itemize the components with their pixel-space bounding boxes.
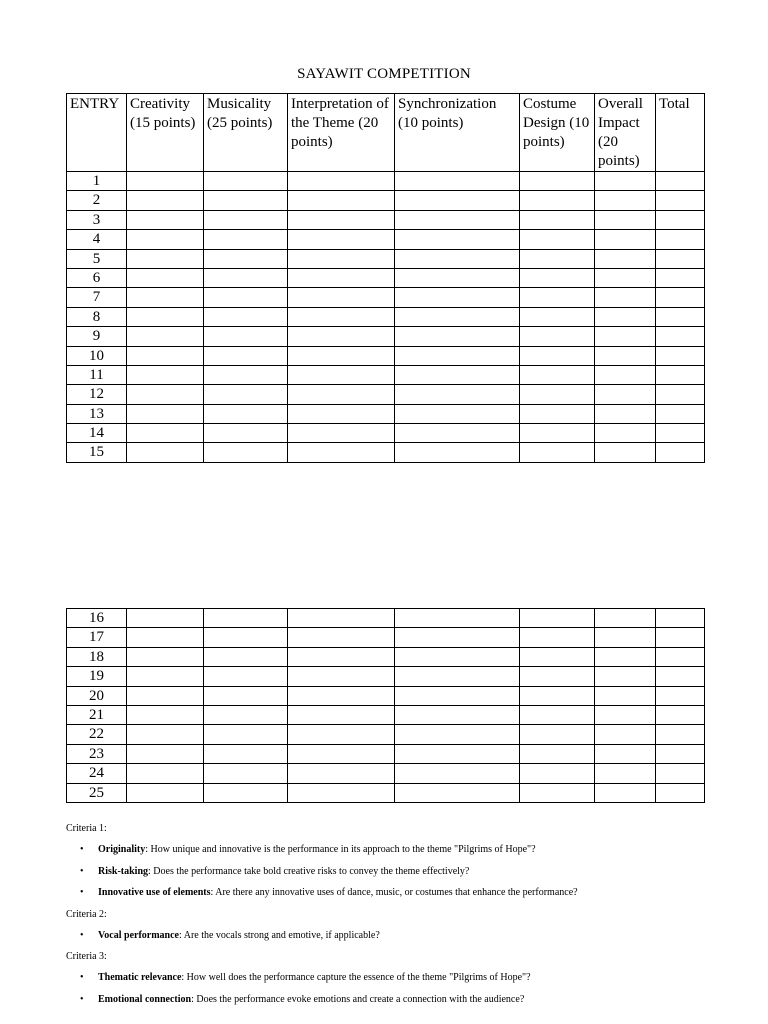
score-cell[interactable] bbox=[520, 764, 595, 783]
score-cell[interactable] bbox=[288, 686, 395, 705]
score-cell[interactable] bbox=[395, 647, 520, 666]
entry-number: 12 bbox=[67, 385, 127, 404]
score-cell[interactable] bbox=[288, 424, 395, 443]
score-cell[interactable] bbox=[656, 327, 705, 346]
score-cell[interactable] bbox=[204, 705, 288, 724]
score-cell[interactable] bbox=[395, 744, 520, 763]
score-cell[interactable] bbox=[656, 686, 705, 705]
score-cell[interactable] bbox=[520, 628, 595, 647]
score-cell[interactable] bbox=[395, 230, 520, 249]
table-row bbox=[67, 628, 705, 647]
score-cell[interactable] bbox=[395, 288, 520, 307]
score-cell[interactable] bbox=[656, 667, 705, 686]
score-cell[interactable] bbox=[127, 385, 204, 404]
entry-number: 5 bbox=[67, 249, 127, 268]
score-cell[interactable] bbox=[395, 307, 520, 326]
score-cell[interactable] bbox=[204, 744, 288, 763]
score-cell[interactable] bbox=[520, 609, 595, 628]
criteria-item bbox=[80, 971, 706, 985]
score-cell[interactable] bbox=[395, 725, 520, 744]
score-cell[interactable] bbox=[288, 288, 395, 307]
score-cell[interactable] bbox=[288, 346, 395, 365]
score-cell[interactable] bbox=[127, 609, 204, 628]
score-cell[interactable] bbox=[595, 628, 656, 647]
score-cell[interactable] bbox=[288, 609, 395, 628]
criteria-term: Emotional connection bbox=[98, 993, 192, 1005]
score-cell[interactable] bbox=[656, 346, 705, 365]
score-cell[interactable] bbox=[520, 191, 595, 210]
score-cell[interactable] bbox=[204, 686, 288, 705]
score-cell[interactable] bbox=[204, 327, 288, 346]
score-cell[interactable] bbox=[520, 210, 595, 229]
score-cell[interactable] bbox=[395, 210, 520, 229]
score-cell[interactable] bbox=[595, 667, 656, 686]
entry-number: 11 bbox=[67, 365, 127, 384]
score-cell[interactable] bbox=[288, 307, 395, 326]
bullet-icon: • bbox=[80, 972, 84, 983]
criteria-description: : Are there any innovative uses of dance, music, or costumes that enhance the performance? bbox=[210, 887, 578, 898]
entry-number: 20 bbox=[67, 686, 127, 705]
criteria-item bbox=[80, 865, 706, 879]
criteria-heading: Criteria 3: bbox=[66, 951, 107, 962]
score-cell[interactable] bbox=[127, 191, 204, 210]
entry-number: 8 bbox=[67, 307, 127, 326]
score-cell[interactable] bbox=[395, 705, 520, 724]
table-row bbox=[67, 346, 705, 365]
score-cell[interactable] bbox=[595, 647, 656, 666]
score-cell[interactable] bbox=[595, 783, 656, 802]
score-cell[interactable] bbox=[520, 783, 595, 802]
score-cell[interactable] bbox=[204, 783, 288, 802]
score-table-page-2 bbox=[66, 608, 705, 803]
criteria-term: Vocal performance bbox=[98, 929, 179, 941]
score-cell[interactable] bbox=[656, 385, 705, 404]
score-cell[interactable] bbox=[288, 443, 395, 462]
entry-number: 15 bbox=[67, 443, 127, 462]
score-cell[interactable] bbox=[520, 249, 595, 268]
score-cell[interactable] bbox=[595, 705, 656, 724]
score-cell[interactable] bbox=[288, 744, 395, 763]
entry-number: 6 bbox=[67, 268, 127, 287]
score-cell[interactable] bbox=[656, 609, 705, 628]
score-cell[interactable] bbox=[288, 725, 395, 744]
criteria-item bbox=[80, 886, 706, 900]
score-cell[interactable] bbox=[520, 230, 595, 249]
table-row bbox=[67, 210, 705, 229]
score-cell[interactable] bbox=[520, 725, 595, 744]
header-overall-impact: Overall Impact (20 points) bbox=[595, 94, 656, 172]
score-cell[interactable] bbox=[656, 744, 705, 763]
entry-number: 13 bbox=[67, 404, 127, 423]
table-row bbox=[67, 249, 705, 268]
score-cell[interactable] bbox=[204, 725, 288, 744]
entry-number: 17 bbox=[67, 628, 127, 647]
table-row bbox=[67, 172, 705, 191]
score-cell[interactable] bbox=[288, 628, 395, 647]
score-cell[interactable] bbox=[395, 609, 520, 628]
score-cell[interactable] bbox=[520, 424, 595, 443]
score-cell[interactable] bbox=[520, 365, 595, 384]
score-cell[interactable] bbox=[288, 327, 395, 346]
criteria-term: Thematic relevance bbox=[98, 972, 182, 983]
score-cell[interactable] bbox=[395, 191, 520, 210]
score-cell[interactable] bbox=[656, 424, 705, 443]
score-cell[interactable] bbox=[656, 365, 705, 384]
score-cell[interactable] bbox=[595, 609, 656, 628]
table-row bbox=[67, 443, 705, 462]
criteria-item bbox=[80, 993, 706, 1007]
score-cell[interactable] bbox=[127, 725, 204, 744]
score-cell[interactable] bbox=[520, 288, 595, 307]
criteria-heading: Criteria 2: bbox=[66, 908, 107, 920]
score-cell[interactable] bbox=[395, 268, 520, 287]
criteria-term: Originality bbox=[98, 844, 146, 855]
criteria-list bbox=[66, 971, 706, 1007]
score-cell[interactable] bbox=[204, 288, 288, 307]
criteria-description: : Does the performance evoke emotions and create a connection with the audience? bbox=[191, 993, 525, 1005]
score-cell[interactable] bbox=[127, 365, 204, 384]
bullet-icon: • bbox=[80, 865, 84, 877]
table-row bbox=[67, 667, 705, 686]
score-cell[interactable] bbox=[395, 404, 520, 423]
table-row bbox=[67, 725, 705, 744]
score-cell[interactable] bbox=[595, 230, 656, 249]
score-cell[interactable] bbox=[656, 210, 705, 229]
score-cell[interactable] bbox=[288, 404, 395, 423]
score-cell[interactable] bbox=[127, 686, 204, 705]
score-cell[interactable] bbox=[127, 667, 204, 686]
score-cell[interactable] bbox=[595, 385, 656, 404]
score-cell[interactable] bbox=[595, 249, 656, 268]
score-cell[interactable] bbox=[520, 268, 595, 287]
score-cell[interactable] bbox=[395, 424, 520, 443]
score-cell[interactable] bbox=[595, 764, 656, 783]
score-cell[interactable] bbox=[656, 628, 705, 647]
header-interpretation: Interpretation of the Theme (20 points) bbox=[288, 94, 395, 172]
score-cell[interactable] bbox=[204, 647, 288, 666]
score-cell[interactable] bbox=[204, 764, 288, 783]
score-cell[interactable] bbox=[288, 764, 395, 783]
entry-number: 4 bbox=[67, 230, 127, 249]
score-cell[interactable] bbox=[520, 346, 595, 365]
score-cell[interactable] bbox=[656, 404, 705, 423]
score-cell[interactable] bbox=[288, 783, 395, 802]
score-cell[interactable] bbox=[395, 667, 520, 686]
score-cell[interactable] bbox=[395, 686, 520, 705]
criteria-description: : Does the performance take bold creative risks to convey the theme effectively? bbox=[148, 865, 470, 877]
score-cell[interactable] bbox=[127, 307, 204, 326]
score-cell[interactable] bbox=[595, 404, 656, 423]
header-creativity: Creativity (15 points) bbox=[127, 94, 204, 172]
score-cell[interactable] bbox=[204, 307, 288, 326]
entry-number: 24 bbox=[67, 764, 127, 783]
criteria-item bbox=[80, 929, 706, 943]
score-cell[interactable] bbox=[395, 327, 520, 346]
score-cell[interactable] bbox=[656, 307, 705, 326]
score-cell[interactable] bbox=[204, 249, 288, 268]
score-cell[interactable] bbox=[595, 288, 656, 307]
score-cell[interactable] bbox=[127, 327, 204, 346]
score-cell[interactable] bbox=[595, 307, 656, 326]
entry-number: 7 bbox=[67, 288, 127, 307]
header-synchronization: Synchronization (10 points) bbox=[395, 94, 520, 172]
score-cell[interactable] bbox=[204, 268, 288, 287]
entry-number: 1 bbox=[67, 172, 127, 191]
score-cell[interactable] bbox=[656, 249, 705, 268]
score-cell[interactable] bbox=[127, 424, 204, 443]
score-cell[interactable] bbox=[395, 628, 520, 647]
score-cell[interactable] bbox=[127, 288, 204, 307]
criteria-item bbox=[80, 843, 706, 857]
score-cell[interactable] bbox=[288, 647, 395, 666]
score-table-page-1 bbox=[66, 93, 705, 463]
criteria-term: Innovative use of elements bbox=[98, 887, 211, 898]
score-cell[interactable] bbox=[595, 443, 656, 462]
table-row bbox=[67, 288, 705, 307]
table-row bbox=[67, 609, 705, 628]
score-cell[interactable] bbox=[656, 647, 705, 666]
score-cell[interactable] bbox=[520, 744, 595, 763]
score-cell[interactable] bbox=[656, 288, 705, 307]
score-cell[interactable] bbox=[595, 346, 656, 365]
score-cell[interactable] bbox=[204, 609, 288, 628]
score-cell[interactable] bbox=[656, 783, 705, 802]
score-cell[interactable] bbox=[288, 249, 395, 268]
score-cell[interactable] bbox=[395, 172, 520, 191]
score-cell[interactable] bbox=[127, 346, 204, 365]
bullet-icon: • bbox=[80, 929, 84, 941]
criteria-list bbox=[66, 929, 706, 943]
score-cell[interactable] bbox=[127, 443, 204, 462]
score-cell[interactable] bbox=[288, 385, 395, 404]
score-cell[interactable] bbox=[127, 705, 204, 724]
score-cell[interactable] bbox=[288, 705, 395, 724]
score-cell[interactable] bbox=[288, 268, 395, 287]
table-row bbox=[67, 404, 705, 423]
score-cell[interactable] bbox=[204, 628, 288, 647]
score-cell[interactable] bbox=[127, 404, 204, 423]
entry-number: 18 bbox=[67, 647, 127, 666]
table-row bbox=[67, 385, 705, 404]
table-row bbox=[67, 327, 705, 346]
score-cell[interactable] bbox=[656, 268, 705, 287]
entry-number: 14 bbox=[67, 424, 127, 443]
score-cell[interactable] bbox=[204, 346, 288, 365]
criteria-list bbox=[66, 843, 706, 900]
score-cell[interactable] bbox=[595, 191, 656, 210]
score-cell[interactable] bbox=[127, 764, 204, 783]
entry-number: 3 bbox=[67, 210, 127, 229]
score-cell[interactable] bbox=[204, 230, 288, 249]
table-row bbox=[67, 647, 705, 666]
score-cell[interactable] bbox=[204, 210, 288, 229]
score-cell[interactable] bbox=[520, 686, 595, 705]
score-cell[interactable] bbox=[204, 667, 288, 686]
score-cell[interactable] bbox=[595, 365, 656, 384]
score-cell[interactable] bbox=[595, 686, 656, 705]
entry-number: 16 bbox=[67, 609, 127, 628]
score-cell[interactable] bbox=[520, 327, 595, 346]
score-cell[interactable] bbox=[395, 385, 520, 404]
table-row bbox=[67, 705, 705, 724]
score-cell[interactable] bbox=[656, 230, 705, 249]
header-entry: ENTRY bbox=[67, 94, 127, 172]
score-cell[interactable] bbox=[395, 365, 520, 384]
score-cell[interactable] bbox=[395, 443, 520, 462]
header-total: Total bbox=[656, 94, 705, 172]
bullet-icon: • bbox=[80, 844, 84, 855]
score-cell[interactable] bbox=[288, 667, 395, 686]
score-cell[interactable] bbox=[288, 230, 395, 249]
table-row bbox=[67, 686, 705, 705]
score-cell[interactable] bbox=[520, 647, 595, 666]
score-cell[interactable] bbox=[656, 191, 705, 210]
score-cell[interactable] bbox=[395, 346, 520, 365]
score-cell[interactable] bbox=[656, 764, 705, 783]
score-cell[interactable] bbox=[595, 172, 656, 191]
score-cell[interactable] bbox=[595, 210, 656, 229]
table-row bbox=[67, 365, 705, 384]
entry-number: 19 bbox=[67, 667, 127, 686]
table-row bbox=[67, 764, 705, 783]
score-cell[interactable] bbox=[395, 783, 520, 802]
score-cell[interactable] bbox=[204, 191, 288, 210]
score-cell[interactable] bbox=[127, 783, 204, 802]
criteria-description: : How well does the performance capture the essence of the theme "Pilgrims of Hope"? bbox=[181, 972, 531, 983]
score-cell[interactable] bbox=[204, 172, 288, 191]
score-cell[interactable] bbox=[520, 705, 595, 724]
score-cell[interactable] bbox=[288, 172, 395, 191]
header-row bbox=[67, 94, 705, 172]
entry-number: 22 bbox=[67, 725, 127, 744]
score-cell[interactable] bbox=[288, 210, 395, 229]
score-cell[interactable] bbox=[520, 404, 595, 423]
entry-number: 9 bbox=[67, 327, 127, 346]
entry-number: 23 bbox=[67, 744, 127, 763]
score-cell[interactable] bbox=[127, 744, 204, 763]
score-cell[interactable] bbox=[595, 725, 656, 744]
score-cell[interactable] bbox=[520, 667, 595, 686]
score-cell[interactable] bbox=[288, 365, 395, 384]
score-cell[interactable] bbox=[520, 385, 595, 404]
score-cell[interactable] bbox=[656, 725, 705, 744]
score-cell[interactable] bbox=[520, 172, 595, 191]
table-row bbox=[67, 307, 705, 326]
header-musicality: Musicality (25 points) bbox=[204, 94, 288, 172]
criteria-description: : Are the vocals strong and emotive, if applicable? bbox=[179, 929, 380, 941]
score-cell[interactable] bbox=[204, 385, 288, 404]
criteria-heading: Criteria 1: bbox=[66, 823, 107, 834]
score-cell[interactable] bbox=[127, 172, 204, 191]
score-cell[interactable] bbox=[656, 443, 705, 462]
criteria-term: Risk-taking bbox=[98, 865, 149, 877]
score-cell[interactable] bbox=[204, 443, 288, 462]
score-cell[interactable] bbox=[127, 268, 204, 287]
table-row bbox=[67, 783, 705, 802]
criteria-description: : How unique and innovative is the performance in its approach to the theme "Pilgrims of Hope"? bbox=[145, 844, 536, 855]
score-cell[interactable] bbox=[395, 764, 520, 783]
score-cell[interactable] bbox=[204, 365, 288, 384]
score-cell[interactable] bbox=[595, 744, 656, 763]
score-cell[interactable] bbox=[595, 327, 656, 346]
score-cell[interactable] bbox=[127, 230, 204, 249]
entry-number: 25 bbox=[67, 783, 127, 802]
score-cell[interactable] bbox=[520, 307, 595, 326]
entry-number: 10 bbox=[67, 346, 127, 365]
score-cell[interactable] bbox=[395, 249, 520, 268]
score-cell[interactable] bbox=[595, 424, 656, 443]
score-cell[interactable] bbox=[127, 628, 204, 647]
score-cell[interactable] bbox=[656, 172, 705, 191]
score-cell[interactable] bbox=[127, 210, 204, 229]
score-cell[interactable] bbox=[288, 191, 395, 210]
criteria-section bbox=[66, 822, 706, 1014]
bullet-icon: • bbox=[80, 993, 84, 1005]
bullet-icon: • bbox=[80, 887, 84, 898]
page-title: SAYAWIT COMPETITION bbox=[297, 66, 471, 82]
score-cell[interactable] bbox=[204, 424, 288, 443]
table-row bbox=[67, 191, 705, 210]
score-cell[interactable] bbox=[204, 404, 288, 423]
table-row bbox=[67, 268, 705, 287]
header-costume-design: Costume Design (10 points) bbox=[520, 94, 595, 172]
score-cell[interactable] bbox=[127, 647, 204, 666]
entry-number: 2 bbox=[67, 191, 127, 210]
score-cell[interactable] bbox=[520, 443, 595, 462]
table-row bbox=[67, 424, 705, 443]
entry-number: 21 bbox=[67, 705, 127, 724]
score-cell[interactable] bbox=[127, 249, 204, 268]
score-cell[interactable] bbox=[595, 268, 656, 287]
score-cell[interactable] bbox=[656, 705, 705, 724]
table-row bbox=[67, 230, 705, 249]
table-row bbox=[67, 744, 705, 763]
